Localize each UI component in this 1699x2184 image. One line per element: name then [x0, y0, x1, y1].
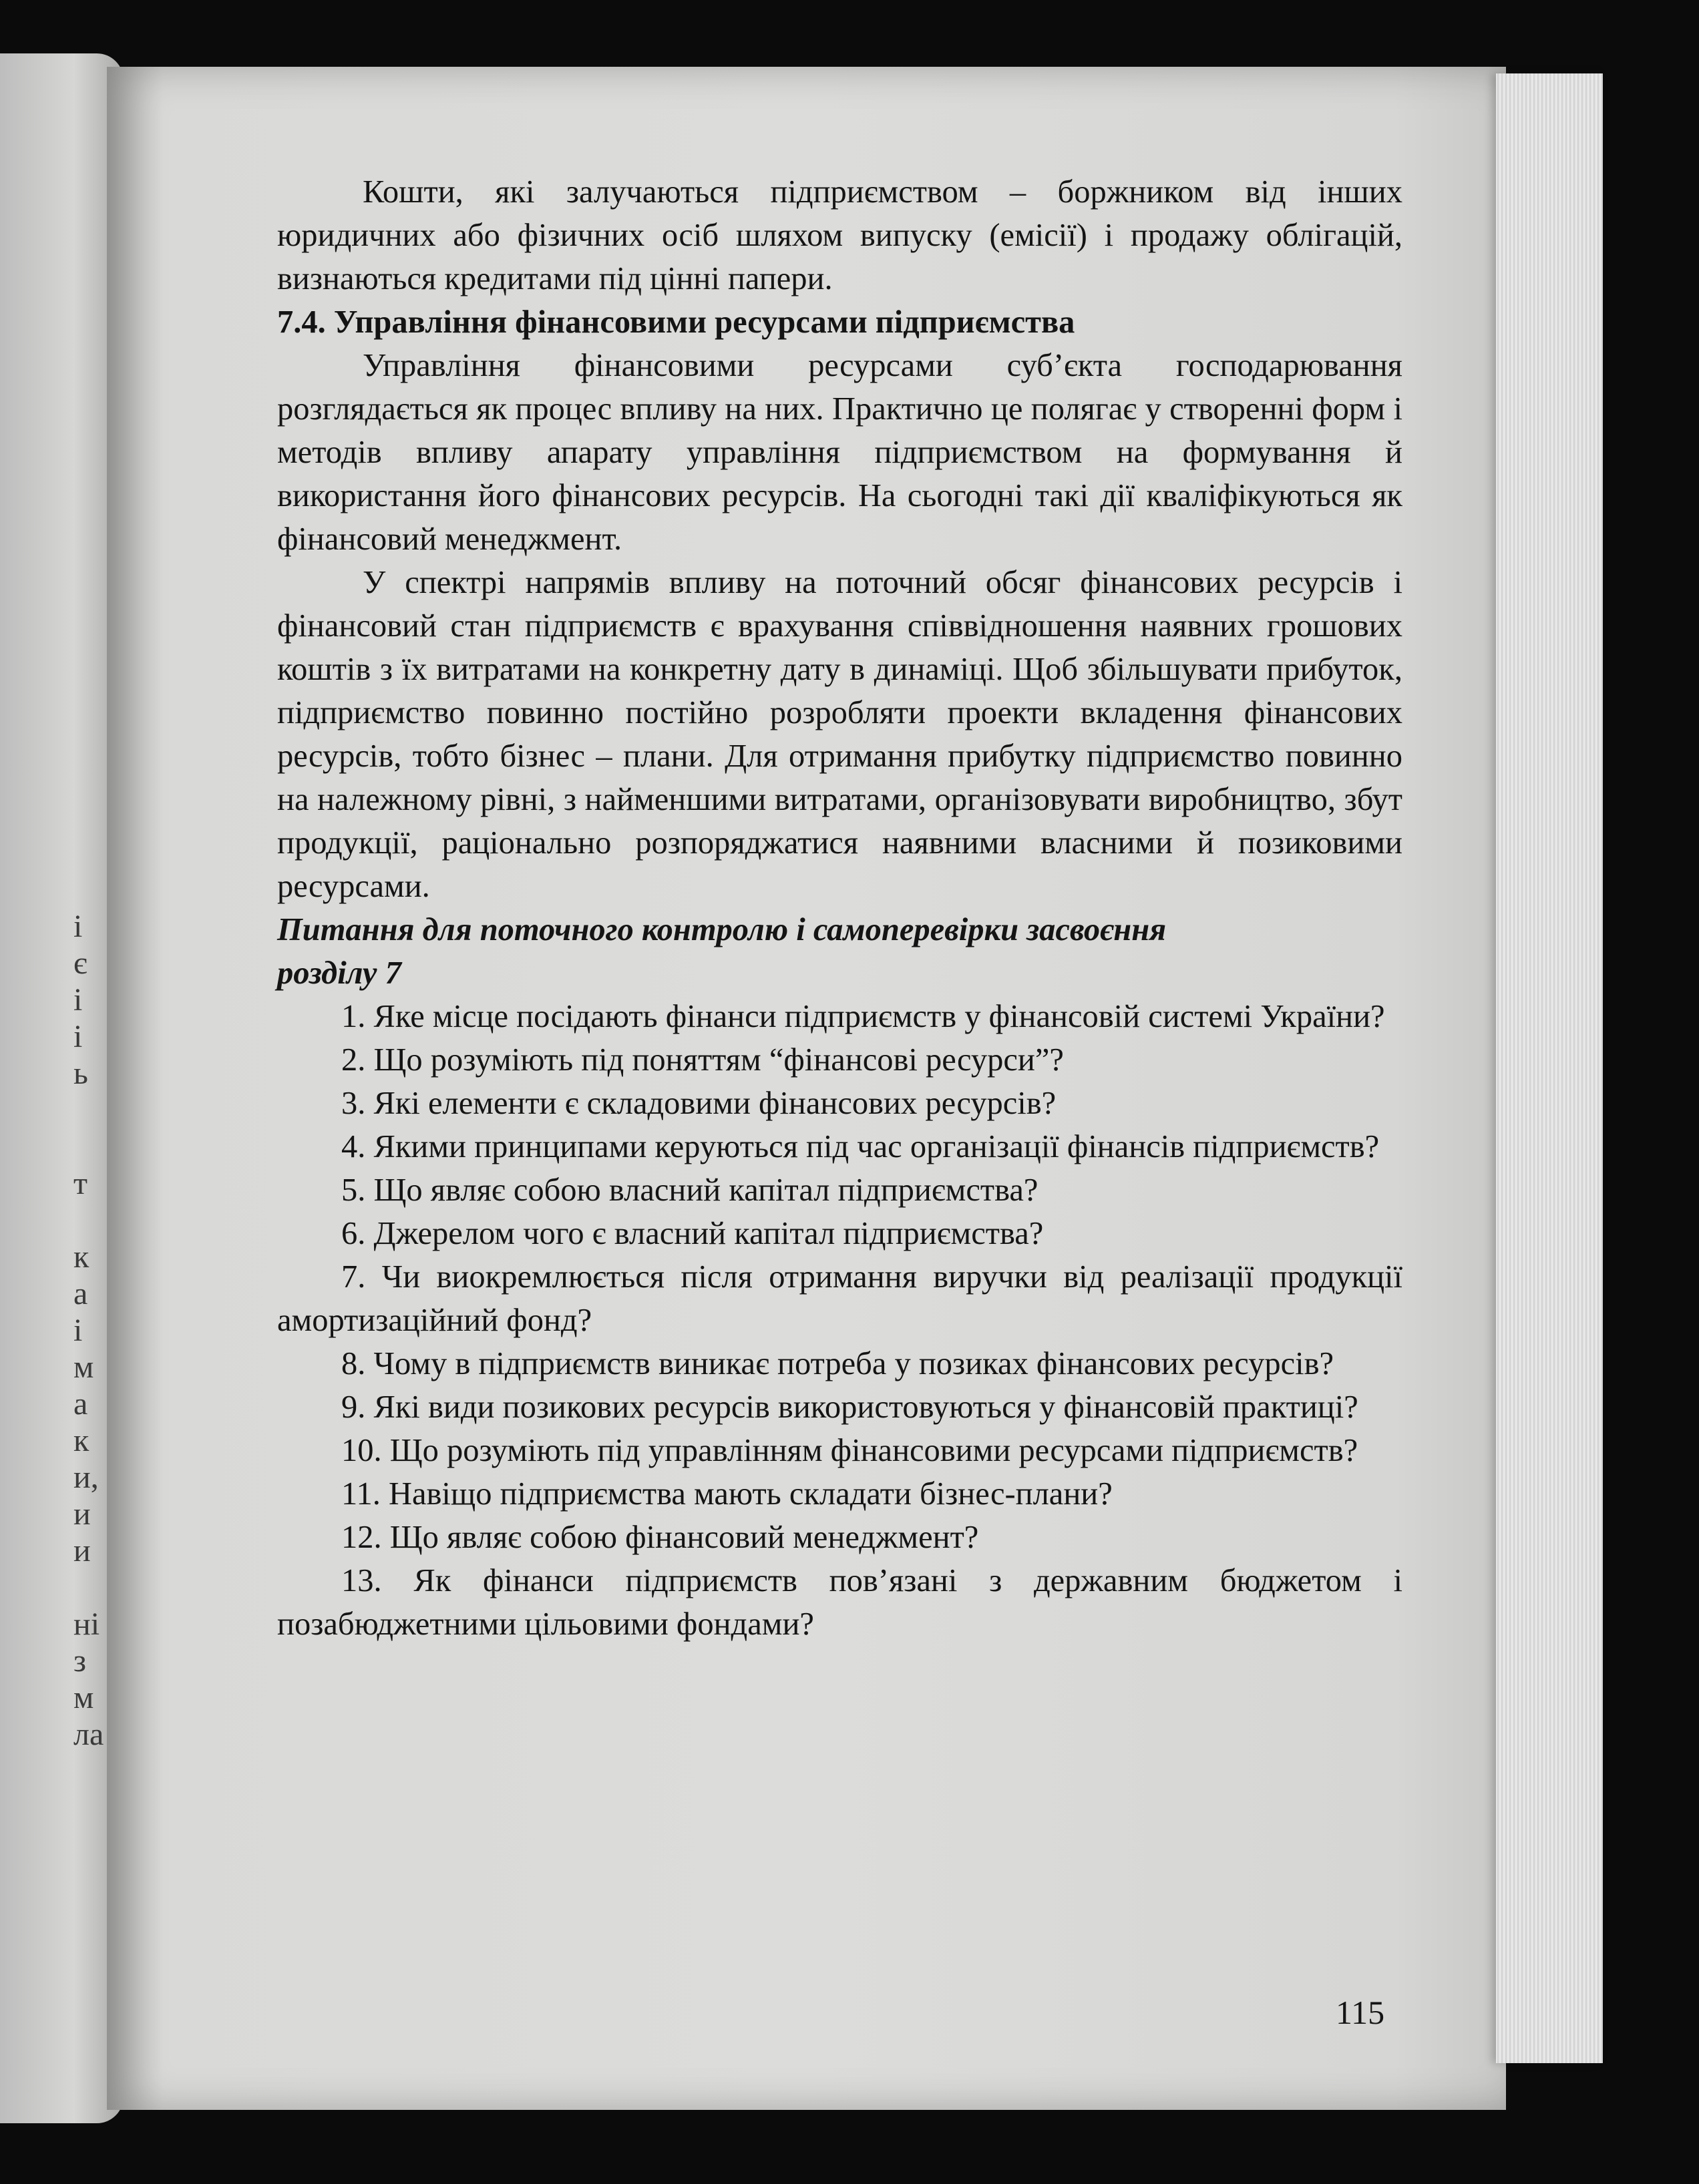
previous-page-edge-letter: є: [73, 945, 87, 981]
previous-page-edge-letter: а: [73, 1386, 88, 1422]
question-item: 2. Що розуміють під поняттям “фінансові ресурси”?: [341, 1042, 1064, 1078]
previous-page-edge-letter: і: [73, 1019, 83, 1054]
previous-page-edge-letter: м: [73, 1680, 94, 1715]
question-item: 7. Чи виокремлюється після отримання виручки від реалізації продукції амортизаційний фонд?: [277, 1259, 1402, 1338]
question-item: 1. Яке місце посідають фінанси підприємств у фінансовій системі України?: [341, 999, 1385, 1034]
page-stack-edge: [1496, 73, 1603, 2063]
question-item: 13. Як фінанси підприємств пов’язані з державним бюджетом і позабюджетними цільовими фондами?: [277, 1563, 1402, 1642]
previous-page-edge-letter: м: [73, 1349, 94, 1385]
section-heading: 7.4. Управління фінансовими ресурсами підприємства: [277, 304, 1075, 340]
questions-heading: [277, 908, 1402, 995]
question-item: 6. Джерелом чого є власний капітал підприємства?: [341, 1216, 1044, 1251]
previous-page-edge-letter: и,: [73, 1460, 99, 1495]
previous-page-edge-letter: і: [73, 1313, 83, 1348]
question-item: 5. Що являє собою власний капітал підприємства?: [341, 1172, 1039, 1208]
previous-page-edge-letter: ь: [73, 1056, 88, 1091]
previous-page-edge-letter: и: [73, 1533, 91, 1568]
previous-page-edge-letter: і: [73, 982, 83, 1018]
question-item: 10. Що розуміють під управлінням фінансовими ресурсами підприємств?: [341, 1433, 1358, 1468]
question-item: 8. Чому в підприємств виникає потреба у позиках фінансових ресурсів?: [341, 1346, 1334, 1381]
question-item: 4. Якими принципами керуються під час організації фінансів підприємств?: [341, 1129, 1380, 1164]
questions-list: [277, 995, 1402, 1646]
question-item: 11. Навіщо підприємства мають складати бізнес-плани?: [341, 1476, 1113, 1512]
previous-page-edge-letter: ла: [73, 1717, 104, 1752]
previous-page-edge-letter: і: [73, 909, 83, 944]
previous-page-edge-letter: а: [73, 1276, 88, 1311]
questions-heading-line1: Питання для поточного контролю і самоперевірки засвоєння: [277, 912, 1167, 947]
question-item: 3. Які елементи є складовими фінансових ресурсів?: [341, 1086, 1057, 1121]
page-content: [277, 170, 1402, 1646]
previous-page-edge-letter: к: [73, 1239, 89, 1275]
previous-page-edge-letter: ні: [73, 1606, 100, 1642]
section-paragraph-2: У спектрі напрямів впливу на поточний обсяг фінансових ресурсів і фінансовий стан підприємств є врахування співвідношення наявних грошових коштів з їх витратами на конкретну дату в динаміці. Щоб збільшувати прибуток, підприємство повинно постійно розробляти проекти вкладення фінансових ресурсів, тобто бізнес – плани. Для отримання прибутку підприємство повинно на належному рівні, з найменшими витратами, організовувати виробництво, збут продукції, раціонально розпоряджатися наявними власними й позиковими ресурсами.: [277, 565, 1402, 904]
page-number: 115: [1336, 1994, 1385, 2031]
section-paragraph-1: Управління фінансовими ресурсами суб’єкта господарювання розглядається як процес впливу на них. Практично це полягає у створенні форм і методів впливу апарату управління підприємством на формування й використання його фінансових ресурсів. На сьогодні такі дії кваліфікуються як фінансовий менеджмент.: [277, 348, 1402, 557]
questions-heading-line2: розділу 7: [277, 955, 401, 991]
question-item: 12. Що являє собою фінансовий менеджмент?: [341, 1520, 979, 1555]
intro-paragraph: Кошти, які залучаються підприємством – боржником від інших юридичних або фізичних осіб шляхом випуску (емісії) і продажу облігацій, визнаються кредитами під цінні папери.: [277, 174, 1402, 296]
previous-page-edge-letter: к: [73, 1423, 89, 1458]
previous-page-edge-letter: з: [73, 1643, 86, 1679]
question-item: 9. Які види позикових ресурсів використовуються у фінансовій практиці?: [341, 1389, 1358, 1425]
previous-page-edge-letter: т: [73, 1166, 87, 1201]
previous-page-edge-letter: и: [73, 1496, 91, 1532]
